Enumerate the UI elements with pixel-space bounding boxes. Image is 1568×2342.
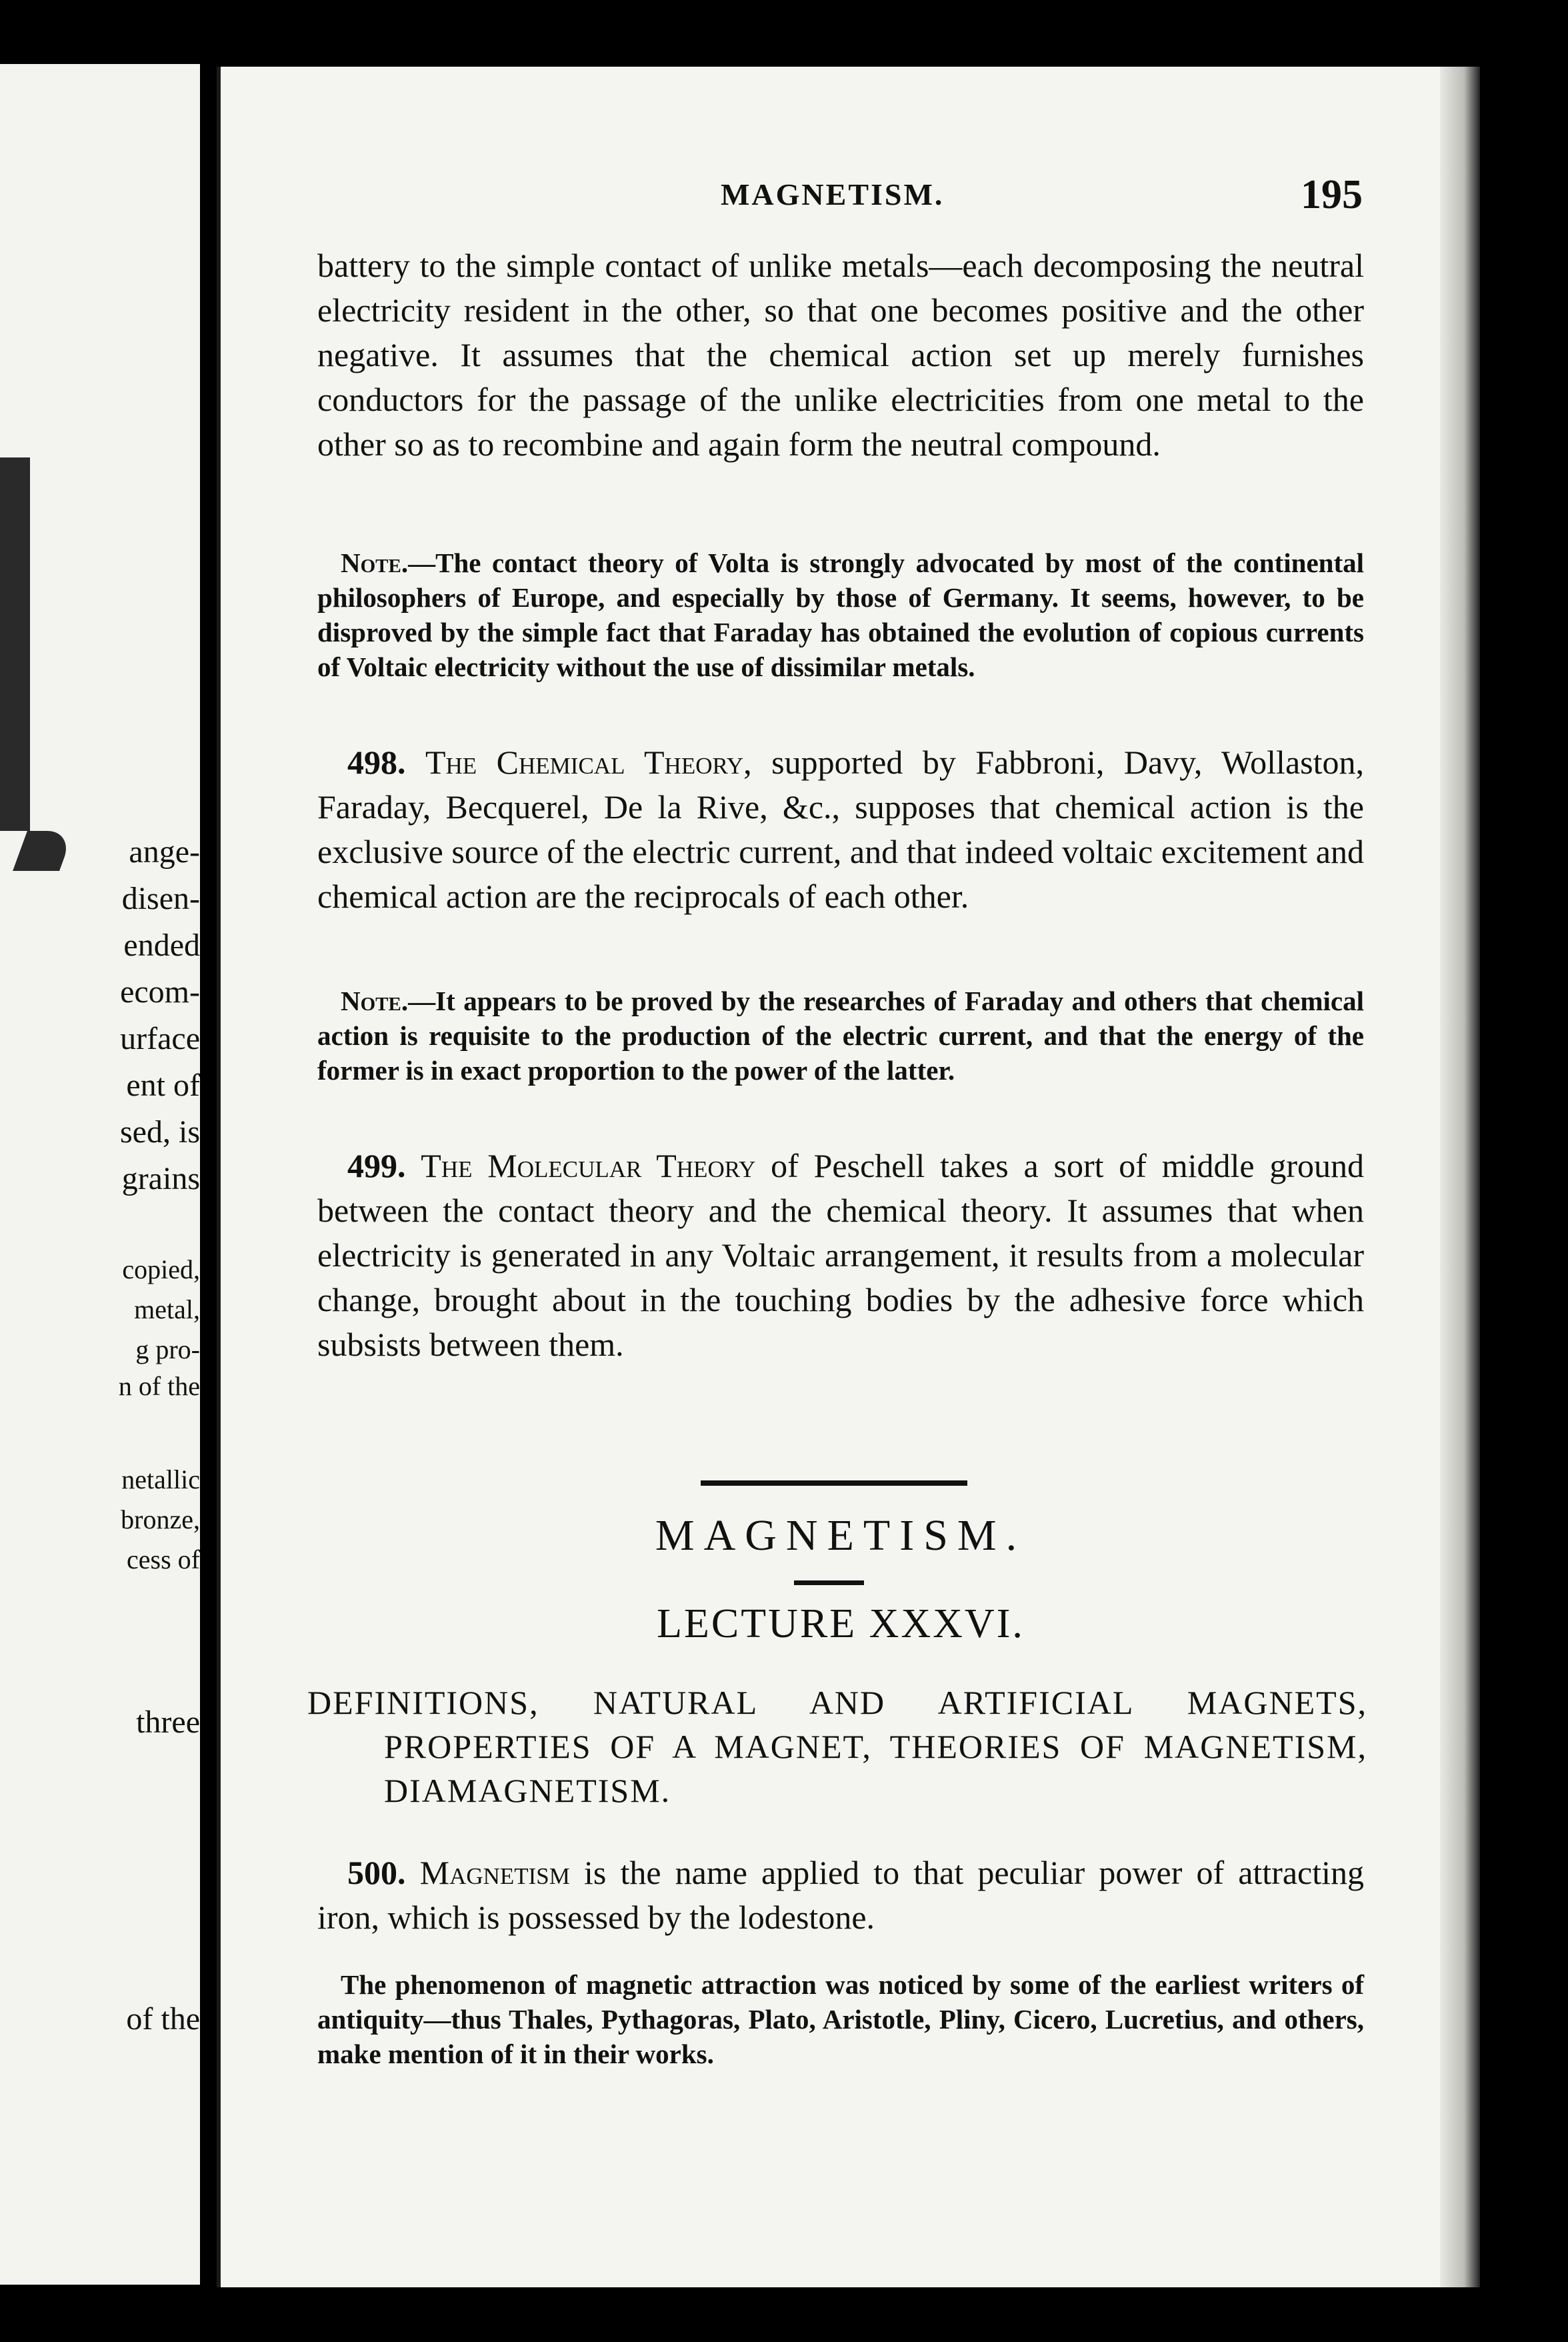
facing-page-fragment: grains (121, 1161, 200, 1196)
lecture-title: LECTURE XXXVI. (657, 1601, 1025, 1646)
facing-page (0, 64, 200, 2285)
facing-page-fragment: of the (126, 2001, 200, 2037)
paragraph-500 (317, 1851, 1364, 1940)
paragraph-text (317, 1144, 1364, 1367)
paragraph-term: The Molecular Theory (421, 1147, 756, 1184)
paragraph-body: is the name applied to that peculiar power of attracting iron, which is possessed by the lodestone. (317, 1854, 1365, 1936)
paragraph-number: 498. (347, 744, 406, 781)
paragraph-continued (317, 243, 1364, 467)
note-text (317, 984, 1364, 1088)
page-number: 195 (1301, 172, 1363, 217)
note-label: Note. (341, 986, 409, 1016)
section-title: MAGNETISM. (655, 1511, 1027, 1560)
paragraph-text (317, 740, 1364, 919)
apparatus-spout (13, 831, 74, 871)
facing-page-fragment: sed, is (120, 1114, 200, 1150)
book-page (217, 67, 1474, 2287)
note-chemical-action (317, 984, 1364, 1088)
facing-page-fragment: metal, (134, 1294, 200, 1324)
paragraph-term: Magnetism (419, 1854, 570, 1891)
paragraph-number: 500. (347, 1854, 406, 1891)
facing-page-fragment: ent of (126, 1068, 200, 1103)
note-antiquity (317, 1967, 1364, 2071)
paragraph-number: 499. (347, 1147, 406, 1184)
lecture-heading-rest: PROPERTIES OF A MAGNET, THEORIES OF MAGNETISM, DIAMAGNETISM. (384, 1728, 1367, 1809)
paragraph-term: The Chemical Theory, (425, 744, 752, 781)
paragraph-499 (317, 1144, 1364, 1367)
page-edge (1440, 67, 1480, 2287)
facing-page-fragment: urface (120, 1021, 200, 1056)
apparatus-illustration (0, 457, 30, 831)
note-text (317, 545, 1364, 684)
note-text: The phenomenon of magnetic attraction was noticed by some of the earliest writers of antiquity—thus Thales, Pythagoras, Plato, Aristotle, Pliny, Cicero, Lucretius, and others, make mention of it in their works. (317, 1969, 1364, 2069)
paragraph-body: supported by Fabbroni, Davy, Wollaston, Faraday, Becquerel, De la Rive, &c., supposes that chemical action is the exclusive source of the electric current, and that indeed voltaic excitement and chemical action are the reciprocals of each other. (317, 744, 1364, 915)
facing-page-fragment: ecom- (120, 974, 200, 1010)
note-body: —The contact theory of Volta is strongly advocated by most of the continental philosophers of Europe, and especially by those of Germany. It seems, however, to be disproved by the simple fact that Faraday has obtained the evolution of copious currents of Voltaic electricity without the use of dissimilar metals. (317, 547, 1364, 682)
facing-page-fragment: copied, (122, 1254, 200, 1284)
facing-page-fragment: ended (123, 928, 200, 963)
facing-page-fragment: netallic (121, 1464, 200, 1494)
paragraph-498 (317, 740, 1364, 919)
lecture-headings (307, 1680, 1367, 1813)
lecture-heading-line: DEFINITIONS, NATURAL AND ARTIFICIAL MAGNETS, (307, 1684, 1367, 1721)
paragraph-body: of Peschell takes a sort of middle ground between the contact theory and the chemical theory. It assumes that when electricity is generated in any Voltaic arrangement, it results from a molecular change, brought about in the touching bodies by the adhesive force which subsists between them. (317, 1147, 1364, 1363)
section-rule (701, 1480, 967, 1486)
paragraph-text (317, 1851, 1364, 1940)
short-rule (794, 1580, 864, 1585)
facing-page-fragment: n of the (118, 1371, 200, 1401)
facing-page-fragment: g pro- (135, 1334, 200, 1364)
paragraph-text: battery to the simple contact of unlike metals—each decomposing the neutral electricity resident in the other, so that one becomes positive and the other negative. It assumes that the chemical action set up merely furnishes conductors for the passage of the unlike electricities from one metal to the other so as to recombine and again form the neutral compound. (317, 247, 1364, 463)
facing-page-fragment: disen- (121, 881, 200, 916)
note-body: —It appears to be proved by the researches of Faraday and others that chemical action is requisite to the production of the electric current, and that the energy of the former is in exact proportion to the power of the latter. (317, 986, 1364, 1086)
facing-page-fragment: ange- (129, 834, 200, 870)
note-contact-theory (317, 545, 1364, 684)
running-head-title: MAGNETISM. (721, 177, 945, 211)
facing-page-fragment: bronze, (121, 1504, 200, 1534)
facing-page-fragment: cess of (127, 1544, 200, 1574)
note-label: Note. (341, 547, 409, 578)
facing-page-fragment: three (136, 1704, 200, 1740)
